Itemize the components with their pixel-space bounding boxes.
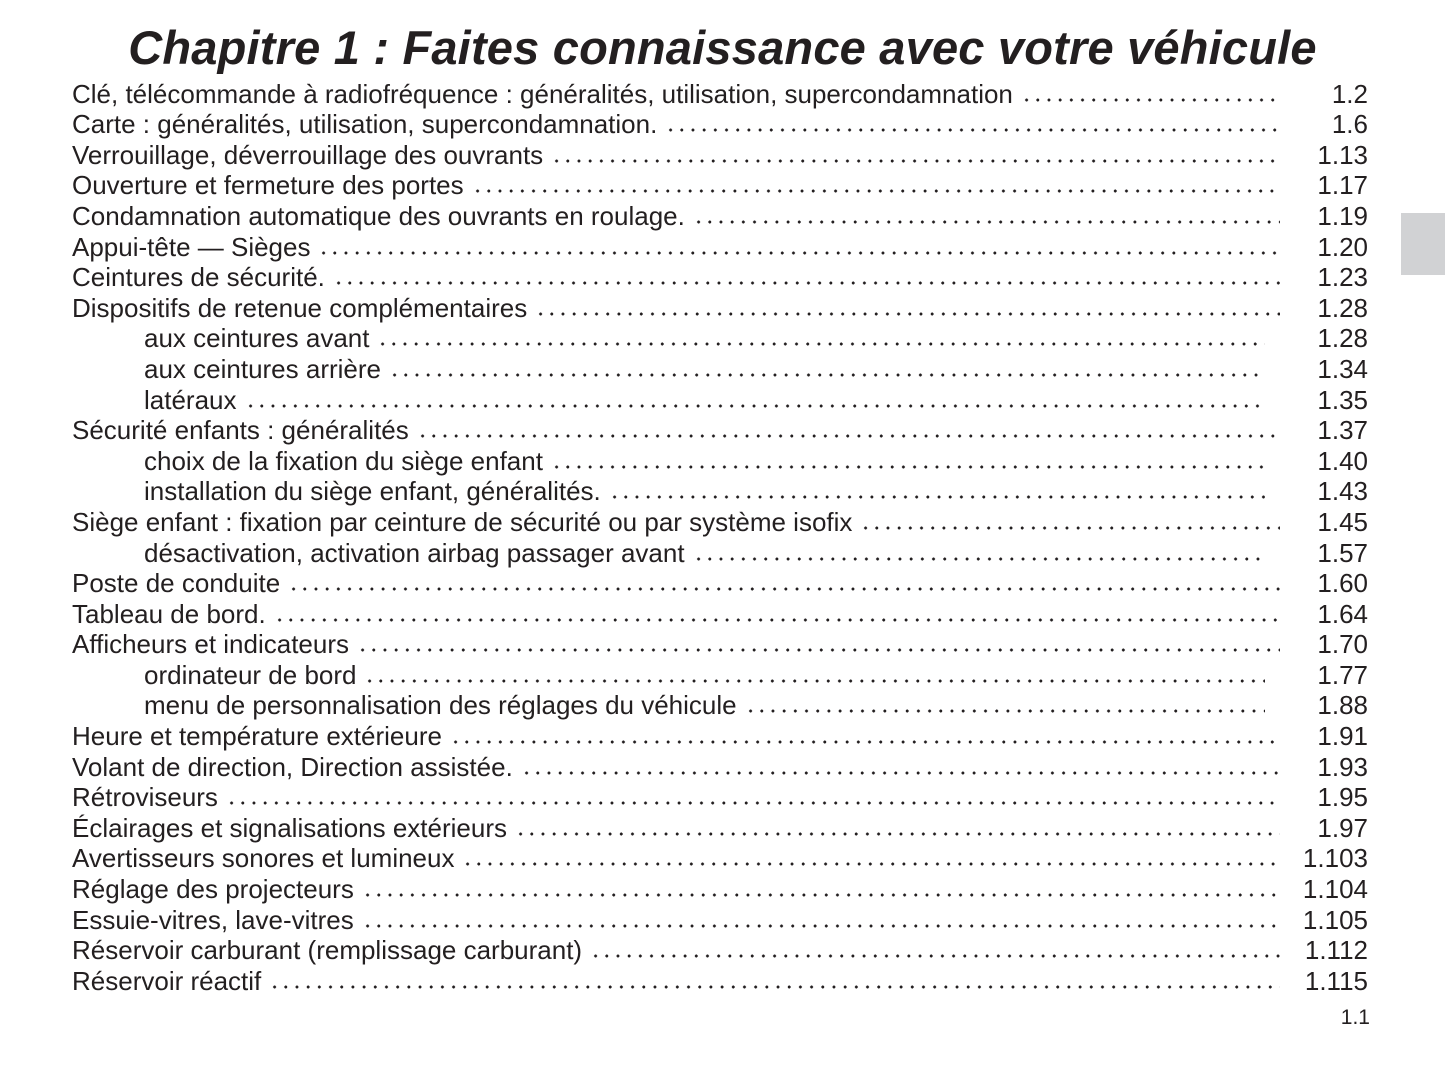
toc-entry-label: Réglage des projecteurs: [72, 874, 354, 905]
toc-entry-page: 1.93: [1317, 751, 1368, 782]
toc-entry-page: 1.34: [1317, 353, 1368, 384]
toc-entry-label: aux ceintures arrière: [144, 353, 381, 384]
toc-entry-page: 1.97: [1317, 812, 1368, 843]
toc-entry-label: Ceintures de sécurité.: [72, 262, 325, 293]
toc-entry-page: 1.17: [1317, 170, 1368, 201]
toc-entry-page: 1.57: [1317, 537, 1368, 568]
toc-entry-label: Heure et température extérieure: [72, 721, 442, 752]
toc-entry[interactable]: [72, 476, 1368, 507]
toc-entry-page: 1.45: [1317, 506, 1368, 537]
toc-entry-label: menu de personnalisation des réglages du véhicule: [144, 690, 737, 721]
toc-entry-page: 1.70: [1317, 629, 1368, 660]
toc-entry[interactable]: [72, 568, 1368, 599]
toc-entry-label: Carte : généralités, utilisation, supercondamnation.: [72, 109, 658, 140]
dot-leader: [288, 568, 1280, 592]
toc-entry-page: 1.40: [1317, 445, 1368, 476]
toc-entry-label: Clé, télécommande à radiofréquence : généralités, utilisation, supercondamnation: [72, 78, 1013, 109]
toc-entry-page: 1.104: [1302, 874, 1368, 905]
toc-entry-label: désactivation, activation airbag passager avant: [144, 537, 685, 568]
toc-entry-page: 1.95: [1317, 782, 1368, 813]
toc-entry[interactable]: [72, 873, 1368, 904]
toc-entry-page: 1.88: [1317, 690, 1368, 721]
table-of-contents: [72, 78, 1368, 996]
toc-entry-label: Tableau de bord.: [72, 598, 266, 629]
toc-entry[interactable]: [72, 629, 1368, 660]
toc-entry[interactable]: [72, 935, 1368, 966]
toc-entry-label: Réservoir carburant (remplissage carburant): [72, 935, 583, 966]
toc-entry-label: Appui-tête — Sièges: [72, 231, 311, 262]
dot-leader: [515, 813, 1280, 837]
toc-entry-page: 1.13: [1317, 139, 1368, 170]
toc-entry-page: 1.77: [1317, 659, 1368, 690]
toc-entry-page: 1.19: [1317, 200, 1368, 231]
toc-entry[interactable]: [72, 78, 1368, 109]
chapter-title: Chapitre 1 : Faites connaissance avec votre véhicule: [128, 21, 1317, 74]
dot-leader: [551, 446, 1265, 470]
dot-leader: [609, 476, 1265, 500]
dot-leader: [357, 629, 1280, 653]
toc-entry[interactable]: [72, 231, 1368, 262]
toc-entry[interactable]: [72, 659, 1368, 690]
toc-entry-page: 1.28: [1317, 292, 1368, 323]
toc-entry-label: Éclairages et signalisations extérieurs: [72, 812, 507, 843]
toc-entry[interactable]: [72, 292, 1368, 323]
dot-leader: [590, 935, 1280, 959]
toc-entry-page: 1.64: [1317, 598, 1368, 629]
toc-entry-page: 1.6: [1331, 109, 1368, 140]
dot-leader: [245, 385, 1266, 409]
dot-leader: [535, 293, 1280, 317]
toc-entry-label: Afficheurs et indicateurs: [72, 629, 349, 660]
toc-entry-page: 1.43: [1317, 476, 1368, 507]
toc-entry[interactable]: [72, 720, 1368, 751]
toc-entry-label: Rétroviseurs: [72, 782, 218, 813]
toc-entry[interactable]: [72, 445, 1368, 476]
toc-entry-page: 1.35: [1317, 384, 1368, 415]
dot-leader: [362, 874, 1280, 898]
toc-entry[interactable]: [72, 170, 1368, 201]
toc-entry[interactable]: [72, 200, 1368, 231]
toc-entry[interactable]: [72, 537, 1368, 568]
toc-entry-page: 1.105: [1302, 904, 1368, 935]
dot-leader: [318, 232, 1280, 256]
dot-leader: [450, 721, 1280, 745]
toc-entry-label: aux ceintures avant: [144, 323, 370, 354]
dot-leader: [269, 966, 1280, 990]
toc-entry-page: 1.112: [1304, 935, 1368, 966]
toc-entry[interactable]: [72, 353, 1368, 384]
toc-entry-label: Verrouillage, déverrouillage des ouvrants: [72, 139, 544, 170]
chapter-side-tab: [1401, 213, 1445, 275]
toc-entry[interactable]: [72, 506, 1368, 537]
dot-leader: [362, 905, 1280, 929]
toc-entry[interactable]: [72, 109, 1368, 140]
dot-leader: [1021, 79, 1280, 103]
toc-entry[interactable]: [72, 598, 1368, 629]
toc-entry-label: Avertisseurs sonores et lumineux: [72, 843, 455, 874]
toc-entry-label: Sécurité enfants : généralités: [72, 415, 409, 446]
dot-leader: [551, 140, 1280, 164]
toc-entry-page: 1.23: [1317, 262, 1368, 293]
toc-entry[interactable]: [72, 262, 1368, 293]
toc-entry[interactable]: [72, 782, 1368, 813]
dot-leader: [693, 201, 1280, 225]
toc-entry[interactable]: [72, 751, 1368, 782]
dot-leader: [665, 109, 1280, 133]
toc-entry-page: 1.115: [1304, 965, 1368, 996]
toc-entry[interactable]: [72, 139, 1368, 170]
dot-leader: [745, 690, 1265, 714]
dot-leader: [860, 507, 1280, 531]
dot-leader: [226, 782, 1280, 806]
toc-entry-page: 1.28: [1317, 323, 1368, 354]
toc-entry-label: Volant de direction, Direction assistée.: [72, 751, 513, 782]
dot-leader: [389, 354, 1265, 378]
toc-entry-page: 1.37: [1317, 415, 1368, 446]
toc-entry-label: Siège enfant : fixation par ceinture de sécurité ou par système isofix: [72, 506, 853, 537]
toc-entry-page: 1.2: [1331, 78, 1368, 109]
dot-leader: [364, 660, 1265, 684]
page-number: 1.1: [1340, 1006, 1370, 1029]
toc-entry-label: ordinateur de bord: [144, 659, 357, 690]
dot-leader: [417, 415, 1280, 439]
dot-leader: [472, 170, 1280, 194]
toc-entry-page: 1.60: [1317, 568, 1368, 599]
dot-leader: [462, 843, 1280, 867]
toc-entry[interactable]: [72, 965, 1368, 996]
toc-entry-label: choix de la fixation du siège enfant: [144, 445, 543, 476]
dot-leader: [274, 599, 1280, 623]
toc-entry-label: latéraux: [144, 384, 237, 415]
toc-entry[interactable]: [72, 843, 1368, 874]
toc-entry-label: Ouverture et fermeture des portes: [72, 170, 464, 201]
toc-entry-label: Poste de conduite: [72, 568, 281, 599]
dot-leader: [521, 752, 1280, 776]
toc-entry[interactable]: [72, 690, 1368, 721]
toc-entry-label: Essuie-vitres, lave-vitres: [72, 904, 354, 935]
toc-entry-page: 1.103: [1302, 843, 1368, 874]
toc-entry[interactable]: [72, 415, 1368, 446]
dot-leader: [377, 323, 1265, 347]
toc-entry-label: Dispositifs de retenue complémentaires: [72, 292, 528, 323]
toc-entry[interactable]: [72, 812, 1368, 843]
dot-leader: [333, 262, 1280, 286]
toc-entry[interactable]: [72, 384, 1368, 415]
toc-entry-page: 1.20: [1317, 231, 1368, 262]
toc-entry[interactable]: [72, 323, 1368, 354]
toc-entry-label: Condamnation automatique des ouvrants en roulage.: [72, 200, 685, 231]
toc-entry-page: 1.91: [1317, 721, 1368, 752]
toc-entry[interactable]: [72, 904, 1368, 935]
toc-entry-label: installation du siège enfant, généralités.: [144, 476, 601, 507]
dot-leader: [693, 538, 1265, 562]
toc-entry-label: Réservoir réactif: [72, 965, 262, 996]
